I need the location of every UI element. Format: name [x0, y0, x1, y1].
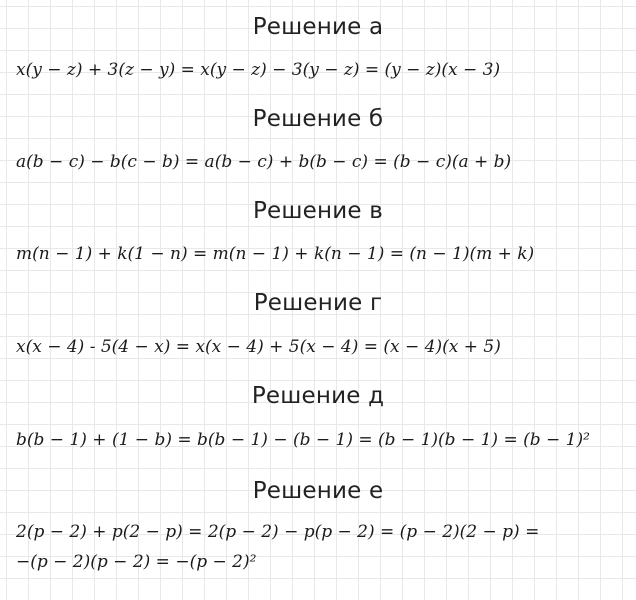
- solution-a-formula: x(y − z) + 3(z − y) = x(y − z) − 3(y − z) = (y − z)(x − 3): [16, 60, 501, 80]
- solution-g-heading: Решение г: [253, 290, 383, 316]
- solution-b-heading: Решение б: [252, 106, 384, 132]
- solution-e-formula-line-2: −(p − 2)(p − 2) = −(p − 2)²: [16, 552, 257, 572]
- solution-v-formula: m(n − 1) + k(1 − n) = m(n − 1) + k(n − 1) = (n − 1)(m + k): [16, 244, 535, 264]
- solution-b-formula: a(b − c) − b(c − b) = a(b − c) + b(b − c) = (b − c)(a + b): [16, 152, 512, 172]
- solution-e-heading: Решение е: [252, 478, 384, 504]
- solution-d-heading: Решение д: [251, 383, 385, 409]
- solution-g-formula: x(x − 4) - 5(4 − x) = x(x − 4) + 5(x − 4) = (x − 4)(x + 5): [16, 337, 501, 357]
- solution-e-formula-line-1: 2(p − 2) + p(2 − p) = 2(p − 2) − p(p − 2) = (p − 2)(2 − p) =: [16, 522, 540, 542]
- solution-a-heading: Решение а: [252, 14, 384, 40]
- solution-d-formula: b(b − 1) + (1 − b) = b(b − 1) − (b − 1) = (b − 1)(b − 1) = (b − 1)²: [16, 430, 590, 450]
- solution-v-heading: Решение в: [252, 198, 384, 224]
